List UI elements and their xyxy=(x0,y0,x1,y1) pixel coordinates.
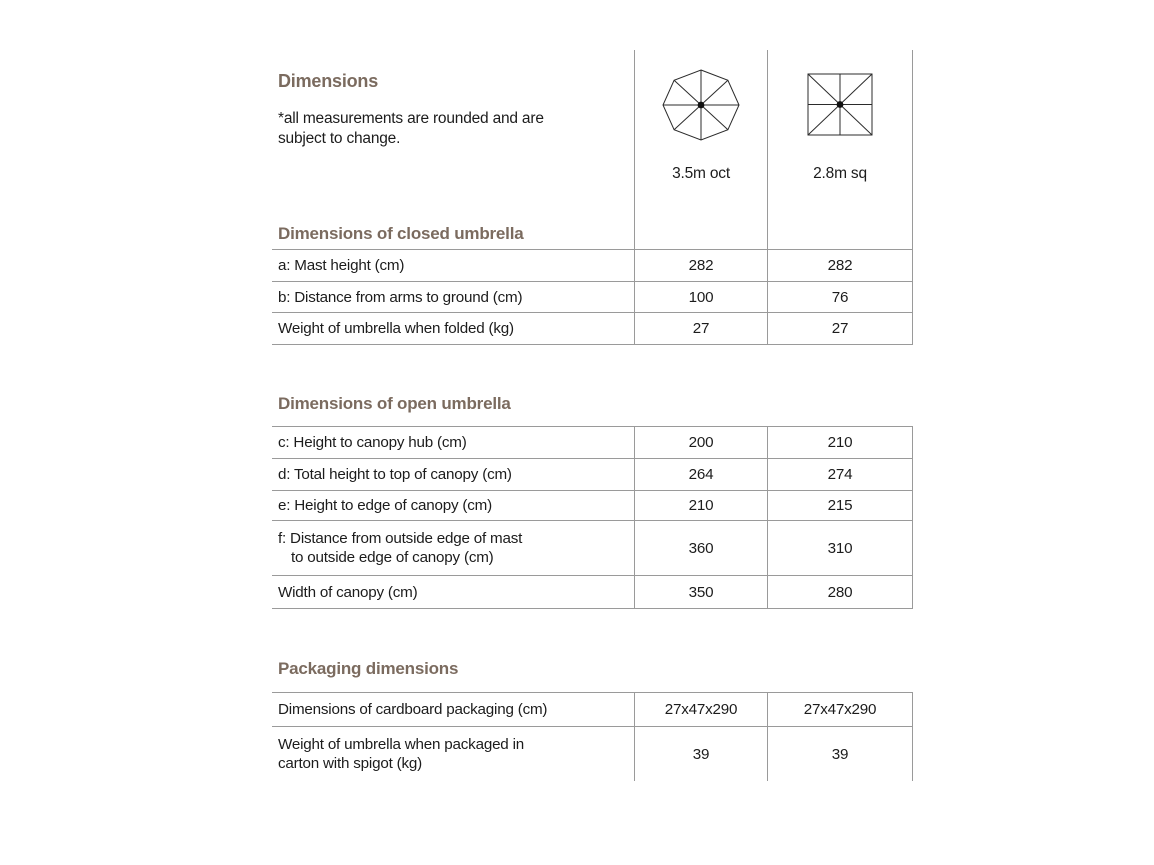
value-cell: 200 xyxy=(634,427,767,458)
table-row xyxy=(272,250,913,282)
value-cell: 310 xyxy=(767,521,913,575)
value-cell: 27x47x290 xyxy=(634,693,767,726)
row-label: Dimensions of cardboard packaging (cm) xyxy=(278,701,548,718)
value-cell: 39 xyxy=(767,727,913,781)
table-row xyxy=(272,313,913,345)
table-row xyxy=(272,521,913,576)
value-cell: 27 xyxy=(634,313,767,344)
table-row xyxy=(272,727,913,781)
measurement-note: *all measurements are rounded and are subject to change. xyxy=(278,110,544,147)
page-title: Dimensions xyxy=(278,71,379,91)
row-label-line1: f: Distance from outside edge of mast xyxy=(278,530,523,547)
value-cell: 282 xyxy=(767,250,913,281)
table-row xyxy=(272,459,913,491)
row-label: d: Total height to top of canopy (cm) xyxy=(278,466,512,483)
value-cell: 39 xyxy=(634,727,767,781)
value-cell: 215 xyxy=(767,491,913,520)
row-label: Width of canopy (cm) xyxy=(278,583,418,601)
section-heading-closed: Dimensions of closed umbrella xyxy=(278,224,524,243)
value-cell: 350 xyxy=(634,576,767,608)
row-label-line2: to outside edge of canopy (cm) xyxy=(291,549,494,566)
row-label: Weight of umbrella when folded (kg) xyxy=(278,320,514,337)
value-cell: 360 xyxy=(634,521,767,575)
value-cell: 280 xyxy=(767,576,913,608)
column-label-sq: 2.8m sq xyxy=(813,165,867,182)
value-cell: 76 xyxy=(767,282,913,312)
row-label: a: Mast height (cm) xyxy=(278,257,405,274)
value-cell: 264 xyxy=(634,459,767,490)
row-label xyxy=(272,521,634,575)
row-label: e: Height to edge of canopy (cm) xyxy=(278,497,492,514)
row-label: b: Distance from arms to ground (cm) xyxy=(278,288,523,306)
table-row xyxy=(272,427,913,459)
table-row xyxy=(272,693,913,727)
value-cell: 27x47x290 xyxy=(767,693,913,726)
row-label xyxy=(272,727,634,781)
column-header-sq xyxy=(767,50,913,249)
value-cell: 100 xyxy=(634,282,767,312)
row-label-line1: Weight of umbrella when packaged in xyxy=(278,736,524,753)
row-label-line2: carton with spigot (kg) xyxy=(278,755,422,772)
value-cell: 27 xyxy=(767,313,913,344)
open-umbrella-table xyxy=(272,426,913,609)
value-cell: 282 xyxy=(634,250,767,281)
table-row xyxy=(272,491,913,521)
table-header-row xyxy=(272,50,913,250)
section-heading-packaging: Packaging dimensions xyxy=(278,659,459,678)
value-cell: 210 xyxy=(767,427,913,458)
row-label: c: Height to canopy hub (cm) xyxy=(278,434,467,451)
intro-cell xyxy=(272,50,634,249)
table-row xyxy=(272,282,913,313)
packaging-table xyxy=(272,692,913,781)
section-open-umbrella xyxy=(272,394,913,609)
section-heading-open: Dimensions of open umbrella xyxy=(278,394,511,413)
column-header-oct xyxy=(634,50,767,249)
table-row xyxy=(272,576,913,609)
column-label-oct: 3.5m oct xyxy=(672,165,730,182)
square-umbrella-icon xyxy=(807,67,873,143)
section-closed-umbrella xyxy=(272,50,913,345)
octagon-umbrella-icon xyxy=(659,67,743,143)
section-packaging xyxy=(272,659,913,781)
value-cell: 210 xyxy=(634,491,767,520)
value-cell: 274 xyxy=(767,459,913,490)
